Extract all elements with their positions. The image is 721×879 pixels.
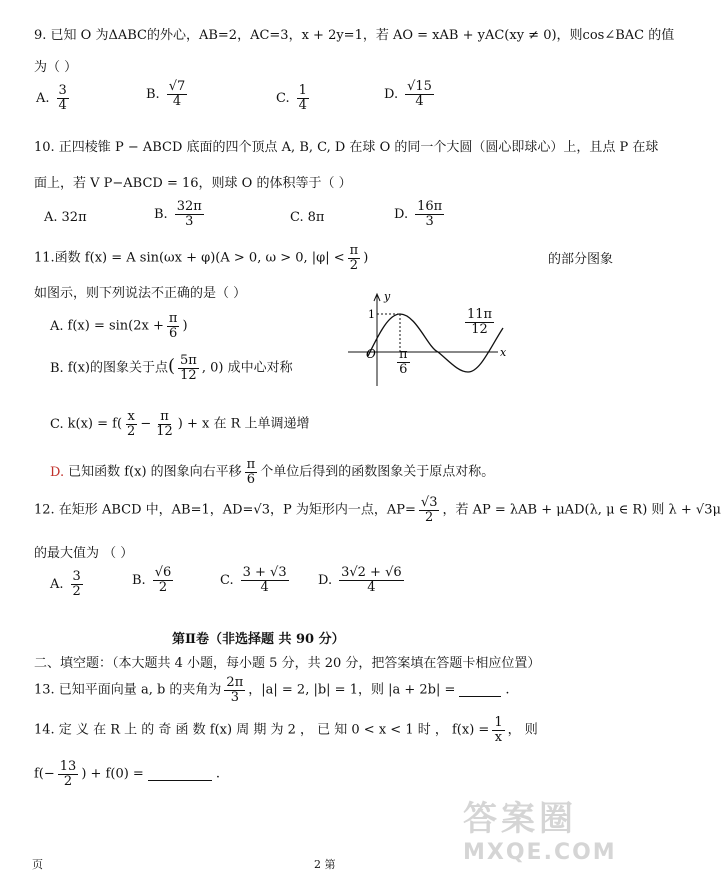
q12-option-d — [318, 566, 407, 594]
q11-line1 — [34, 244, 368, 272]
frac-num: √7 — [168, 79, 186, 94]
option-label: C. — [50, 416, 64, 432]
frac-den: 6 — [169, 325, 178, 341]
frac-den: 12 — [180, 367, 197, 383]
q10-option-a — [44, 210, 87, 225]
q13-end: . — [505, 682, 510, 698]
option-label: B. — [50, 360, 64, 376]
option-label: B. — [154, 206, 168, 222]
q12-line1-text: 12. 在矩形 ABCD 中，AB=1，AD=√3，P 为矩形内一点，AP= — [34, 502, 416, 518]
q12-option-b — [132, 566, 176, 594]
option-label: D. — [50, 464, 65, 480]
x-axis-label: x — [500, 346, 507, 359]
q14-line2-post: ) + f(0) = — [81, 766, 144, 782]
footer-left: 页 — [32, 858, 43, 871]
frac-den: 3 — [425, 213, 434, 229]
frac-den: 12 — [156, 423, 173, 439]
q9-line2: 为（ ） — [34, 60, 78, 75]
option-text-post: ) + x 在 R 上单调递增 — [177, 416, 310, 432]
watermark-logo — [463, 791, 643, 871]
frac-den: 4 — [172, 93, 182, 109]
frac-num: x — [127, 409, 135, 424]
q9-option-a — [36, 84, 72, 112]
frac-num: 3 + √3 — [242, 565, 287, 580]
frac-num: 32π — [176, 199, 202, 214]
q14-line2-text: f(− — [34, 766, 55, 782]
frac-num: 16π — [417, 199, 443, 214]
q14-line2 — [34, 760, 220, 788]
q10-option-b — [154, 200, 207, 228]
section-title: 第Ⅱ卷（非选择题 共 90 分） — [172, 632, 345, 647]
frac-num: √3 — [420, 495, 438, 510]
frac-num: √6 — [154, 565, 172, 580]
y-axis-label: y — [384, 290, 391, 303]
frac-num: π — [349, 243, 359, 258]
frac-den: 6 — [246, 471, 256, 487]
option-label: A. — [50, 576, 64, 592]
q10-line1: 10. 正四棱锥 P − ABCD 底面的四个顶点 A, B, C, D 在球 O 的同一个大圆（圆心即球心）上，且点 P 在球 — [34, 140, 659, 155]
q12-option-c — [220, 566, 292, 594]
option-label: D. — [394, 206, 409, 222]
q11-option-b: B. f(x)的图象关于点( $\frac{5\pi}{12}$ , 0) 成中心对称 — [50, 353, 293, 383]
frac-num: π — [168, 311, 178, 326]
frac-den: 3 — [230, 689, 239, 705]
q12-option-a — [50, 570, 86, 598]
q11-line1-end: ) — [363, 250, 369, 266]
q10-option-d — [394, 200, 447, 228]
q14-end: . — [215, 766, 220, 782]
frac-den: 4 — [367, 579, 376, 595]
section-subtitle: 二、填空题：（本大题共 4 小题，每小题 5 分，共 20 分，把答案填在答题卡相应位置） — [34, 656, 541, 671]
frac-num: π — [246, 457, 256, 472]
frac-den: 6 — [399, 361, 408, 377]
option-text-post: , 0) 成中心对称 — [201, 360, 293, 376]
option-label: A. — [50, 318, 64, 334]
frac-num: 2π — [226, 675, 244, 690]
option-text: f(x)的图象关于点 — [67, 360, 168, 376]
q9-option-b — [146, 80, 190, 108]
q11-line1-text: 11.函数 f(x) = A sin(ωx + φ)(A > 0, ω > 0, |φ| < — [34, 250, 345, 266]
frac-den: 4 — [58, 97, 67, 113]
q11-sine-graph — [348, 288, 518, 390]
option-text: k(x) = f( — [67, 416, 123, 432]
watermark-line1: 答案圈 — [463, 799, 577, 839]
answer-blank — [148, 768, 212, 781]
answer-blank — [459, 684, 501, 697]
q11-line1-right: 的部分图象 — [548, 252, 614, 267]
option-text: f(x) = sin(2x + — [67, 318, 164, 334]
q9-line1: 9. 已知 O 为ΔABC的外心，AB=2，AC=3，x + 2y=1，若 AO = xAB + yAC(xy ≠ 0)，则cos∠BAC 的值 — [34, 28, 675, 43]
frac-den: x — [494, 729, 503, 745]
q11-graph-tick-11pi12 — [462, 308, 497, 336]
option-label: B. — [132, 572, 146, 588]
frac-den: 4 — [260, 579, 269, 595]
q14-line1 — [34, 716, 538, 744]
q10-option-c — [290, 210, 324, 225]
q11-option-a: A. f(x) = sin(2x + $\frac{\pi}{6}$ ) — [50, 311, 188, 341]
frac-num: 11π — [467, 307, 493, 322]
option-label: C. — [220, 572, 234, 588]
q13-text-post: ，|a| = 2, |b| = 1，则 |a + 2b| = — [248, 682, 456, 698]
q11-option-d — [50, 458, 494, 486]
frac-num: 1 — [298, 83, 307, 98]
frac-den: 12 — [471, 321, 488, 337]
option-label: D. — [384, 86, 399, 102]
q12-line1 — [34, 496, 721, 524]
frac-num: π — [399, 347, 408, 362]
option-value: 8π — [307, 210, 325, 225]
q14-text: 14. 定 义 在 R 上 的 奇 函 数 f(x) 周 期 为 2 ， 已 知 0 < x < 1 时 ， f(x) = — [34, 722, 490, 738]
frac-den: 2 — [349, 257, 359, 273]
q11-line2: 如图示，则下列说法不正确的是（ ） — [34, 286, 247, 301]
q9-option-d — [384, 80, 437, 108]
origin-label: O — [366, 347, 376, 361]
q14-text-post: ， 则 — [507, 722, 538, 738]
q10-line2: 面上，若 V P−ABCD = 16，则球 O 的体积等于（ ） — [34, 176, 352, 191]
q9-option-c — [276, 84, 312, 112]
frac-num: 3√2 + √6 — [341, 565, 402, 580]
option-label: C. — [290, 210, 304, 225]
option-label: A. — [36, 90, 50, 106]
frac-num: 1 — [494, 715, 503, 730]
frac-den: 2 — [72, 583, 81, 599]
q11-graph-tick-pi6 — [394, 348, 413, 376]
frac-num: 5π — [180, 353, 197, 368]
frac-num: 3 — [58, 83, 67, 98]
frac-num: π — [160, 409, 169, 424]
frac-num: 3 — [72, 569, 81, 584]
option-label: B. — [146, 86, 160, 102]
option-text-post: 个单位后得到的函数图象关于原点对称。 — [260, 464, 495, 480]
frac-den: 2 — [425, 509, 434, 525]
q12-line1-post: ，若 AP = λAB + μAD(λ, μ ∈ R) 则 λ + √3μ — [442, 502, 721, 518]
frac-num: 13 — [59, 759, 77, 774]
frac-den: 4 — [298, 97, 307, 113]
option-label: A. — [44, 210, 58, 225]
option-text: 已知函数 f(x) 的图象向右平移 — [68, 464, 242, 480]
y-one-label: 1 — [368, 308, 375, 321]
watermark-line2: MXQE.COM — [463, 840, 617, 865]
q13-line — [34, 676, 510, 704]
q11-option-c: C. k(x) = f( $\frac{x}{2}$ − $\frac{\pi}{12}$ ) + x 在 R 上单调递增 — [50, 409, 310, 439]
frac-num: √15 — [407, 79, 432, 94]
frac-den: 3 — [185, 213, 194, 229]
option-value: 32π — [61, 210, 87, 225]
frac-den: 2 — [63, 773, 73, 789]
frac-den: 4 — [415, 93, 424, 109]
q13-text: 13. 已知平面向量 a, b 的夹角为 — [34, 682, 222, 698]
frac-den: 2 — [158, 579, 168, 595]
option-label: D. — [318, 572, 333, 588]
frac-den: 2 — [127, 423, 136, 439]
footer-page: 2 第 — [314, 858, 336, 871]
q12-line2: 的最大值为 （ ） — [34, 546, 134, 561]
option-label: C. — [276, 90, 290, 106]
